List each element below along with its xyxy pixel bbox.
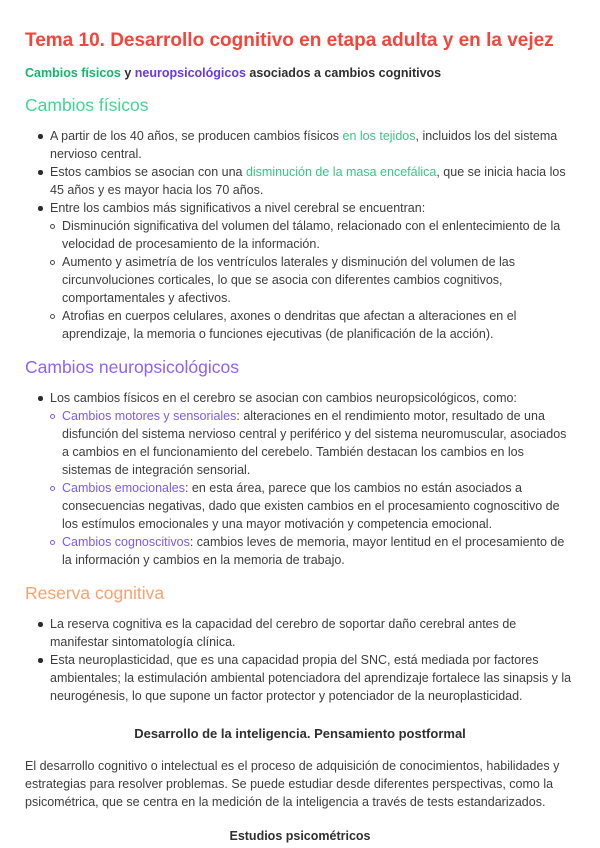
highlight-purple: Cambios cognoscitivos: [62, 535, 190, 549]
sub-list-item: [25, 479, 575, 533]
cambios-fisicos-list: [25, 127, 575, 343]
highlight-purple: Cambios emocionales: [62, 481, 185, 495]
bullet-marker: [38, 199, 50, 217]
list-item: [25, 651, 575, 705]
list-item: [25, 615, 575, 651]
section-heading-cambios-fisicos: Cambios físicos: [25, 95, 149, 115]
sub-list-item-text: Aumento y asimetría de los ventrículos laterales y disminución del volumen de las circunvoluciones corticales, lo que se asocia con diferentes cambios cognitivos, comportamentales y afectivos.: [62, 255, 515, 305]
sub-list-item-text: [62, 407, 575, 479]
bullet-marker: [38, 615, 50, 651]
bullet-marker: [50, 533, 62, 569]
bullet-circle-icon: [50, 540, 55, 545]
sub-list-item: [25, 253, 575, 307]
subtitle-text-run: y: [120, 66, 135, 80]
bullet-dot-icon: [38, 134, 43, 139]
section-heading-cambios-neuropsicologicos: Cambios neuropsicológicos: [25, 357, 239, 377]
document-subtitle: [25, 65, 575, 81]
bullet-marker: [38, 389, 50, 407]
page-title: Tema 10. Desarrollo cognitivo en etapa adulta y en la vejez: [25, 30, 554, 51]
bullet-marker: [50, 407, 62, 479]
bullet-marker: [38, 651, 50, 705]
bullet-dot-icon: [38, 396, 43, 401]
list-item: [25, 199, 575, 217]
text-run: , que se inicia hacia los 45 años y es mayor hacia los 70 años.: [50, 165, 566, 197]
bullet-marker: [50, 479, 62, 533]
bullet-circle-icon: [50, 224, 55, 229]
bullet-marker: [38, 127, 50, 163]
sub-list-item-text: Atrofias en cuerpos celulares, axones o dendritas que afectan a alteraciones en el aprendizaje, la memoria o funciones ejecutivas (de planificación de la acción).: [62, 309, 517, 341]
list-item-text: La reserva cognitiva es la capacidad del cerebro de soportar daño cerebral antes de manifestar sintomatología clínica.: [50, 617, 517, 649]
bullet-marker: [50, 253, 62, 307]
subtitle-neuropsicologicos: neuropsicológicos: [134, 66, 246, 80]
highlight-green: en los tejidos: [342, 129, 416, 143]
subheading-estudios-psicometricos: Estudios psicométricos: [229, 829, 371, 843]
bullet-circle-icon: [50, 414, 55, 419]
list-item-text: Esta neuroplasticidad, que es una capacidad propia del SNC, está mediada por factores ambientales; la estimulación ambiental potenciadora del aprendizaje fortalece las sinapsis y la neurogénesis, lo que supone un factor protector y potenciador de la neuroplasticidad.: [50, 653, 572, 703]
text-run: : en esta área, parece que los cambios no están asociados a consecuencias negativas, dado que existen cambios en el procesamiento cognoscitivo de los estímulos emocionales y una mayor motivación y competencia emocional.: [62, 481, 560, 531]
bullet-dot-icon: [38, 170, 43, 175]
subtitle-text-run: asociados a cambios cognitivos: [245, 66, 442, 80]
section-heading-desarrollo-inteligencia: Desarrollo de la inteligencia. Pensamiento postformal: [134, 726, 466, 741]
cambios-neuropsicologicos-list: [25, 389, 575, 569]
list-item: [25, 389, 575, 407]
sub-list-item-text: [62, 479, 575, 533]
list-item-text: [50, 127, 575, 163]
highlight-purple: Cambios motores y sensoriales: [62, 409, 237, 423]
bullet-dot-icon: [38, 622, 43, 627]
sub-list-item-text: [62, 533, 575, 569]
text-run: , incluidos los del sistema nervioso central.: [50, 129, 558, 161]
text-run: A partir de los 40 años, se producen cambios físicos: [50, 129, 343, 143]
bullet-marker: [38, 163, 50, 199]
sub-list-item: [25, 533, 575, 569]
bullet-dot-icon: [38, 658, 43, 663]
section-heading-reserva-cognitiva: Reserva cognitiva: [25, 583, 165, 603]
sub-list-item: [25, 217, 575, 253]
list-item-text: Los cambios físicos en el cerebro se asocian con cambios neuropsicológicos, como:: [50, 391, 517, 405]
list-item-text: Entre los cambios más significativos a nivel cerebral se encuentran:: [50, 201, 426, 215]
bullet-dot-icon: [38, 206, 43, 211]
inteligencia-paragraph: El desarrollo cognitivo o intelectual es el proceso de adquisición de conocimientos, habilidades y estrategias para resolver problemas. Se puede estudiar desde diferentes perspectivas, como la psicométrica, que se centra en la medición de la inteligencia a través de tests estandarizados.: [25, 759, 560, 809]
text-run: Estos cambios se asocian con una: [50, 165, 246, 179]
bullet-circle-icon: [50, 260, 55, 265]
text-run: : cambios leves de memoria, mayor lentitud en el procesamiento de la información y cambios en la memoria de trabajo.: [62, 535, 565, 567]
text-run: : alteraciones en el rendimiento motor, resultado de una disfunción del sistema nervioso central y periférico y del sistema neuromuscular, asociados a cambios en el funcionamiento del cerebelo. También destacan los cambios en los sistemas de integración sensorial.: [62, 409, 567, 477]
reserva-cognitiva-list: [25, 615, 575, 705]
bullet-circle-icon: [50, 486, 55, 491]
list-item: [25, 163, 575, 199]
bullet-marker: [50, 307, 62, 343]
list-item: [25, 127, 575, 163]
bullet-circle-icon: [50, 314, 55, 319]
bullet-marker: [50, 217, 62, 253]
sub-list-item: [25, 407, 575, 479]
list-item-text: [50, 163, 575, 199]
sub-list-item-text: Disminución significativa del volumen del tálamo, relacionado con el enlentecimiento de la velocidad de procesamiento de la información.: [62, 219, 561, 251]
subtitle-cambios-fisicos: Cambios físicos: [25, 66, 121, 80]
sub-list-item: [25, 307, 575, 343]
highlight-green: disminución de la masa encefálica: [245, 165, 437, 179]
